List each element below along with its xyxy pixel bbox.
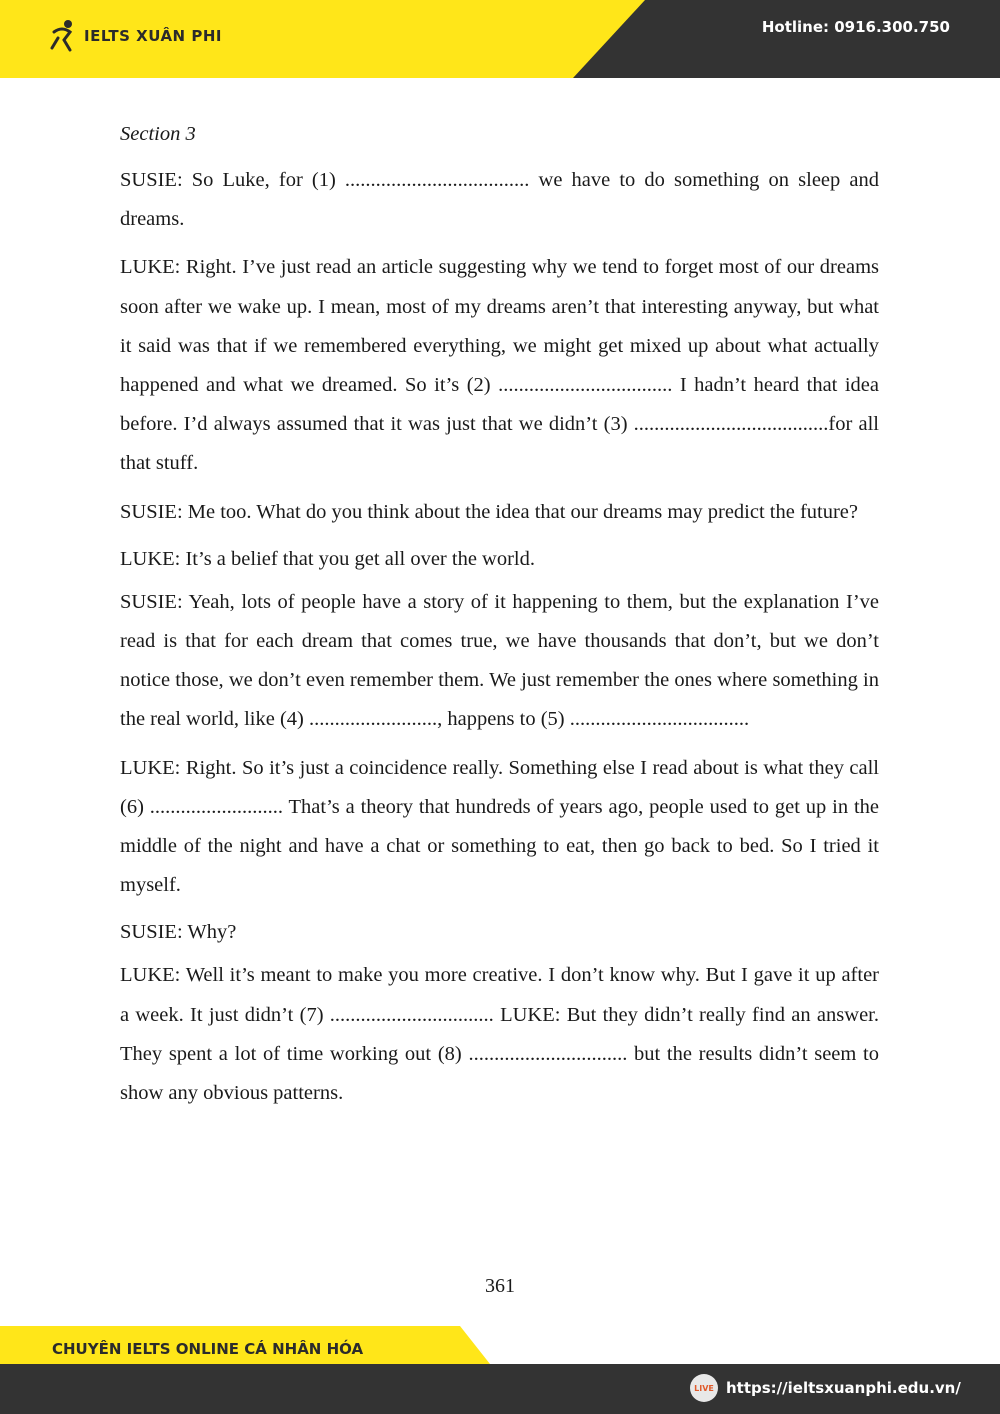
transcript [120, 115, 879, 1122]
dialogue-paragraph: SUSIE: So Luke, for (1) .................................... we have to do something on sleep and dreams. [120, 169, 879, 231]
live-worksheets-icon: LIVE [690, 1374, 718, 1402]
footer-tagline: CHUYÊN IELTS ONLINE CÁ NHÂN HÓA [52, 1340, 364, 1358]
page-header [0, 0, 1000, 78]
dialogue-paragraph: SUSIE: Why? [120, 921, 237, 944]
dialogue-paragraph: LUKE: Right. I’ve just read an article suggesting why we tend to forget most of our dreams soon after we wake up. I mean, most of my dreams aren’t that interesting anyway, but what it said was that if we remembered everything, we might get mixed up about what actually happened and what we dreamed. So it’s (2) .................................. I hadn’t heard that idea before. I’d always assumed that it was just that we didn’t (3) ......................................for all that stuff. [120, 256, 879, 475]
dialogue-paragraph: SUSIE: Me too. What do you think about the idea that our dreams may predict the future? [120, 500, 859, 523]
page-footer [0, 1326, 1000, 1414]
dialogue-paragraph: SUSIE: Yeah, lots of people have a story of it happening to them, but the explanation I’ve read is that for each dream that comes true, we have thousands that don’t, but we don’t notice those, we don’t even remember them. We just remember the ones where something in the real world, like (4) ........................., happens to (5) ................................... [120, 590, 879, 731]
dialogue-paragraph: LUKE: Well it’s meant to make you more creative. I don’t know why. But I gave it up after a week. It just didn’t (7) ................................ LUKE: But they didn’t really find an answer. They spent a lot of time working out (8) ............................... but the results didn’t seem to show any obvious patterns. [120, 964, 879, 1105]
footer-link[interactable] [690, 1374, 961, 1402]
dialogue-paragraph: LUKE: It’s a belief that you get all over the world. [120, 547, 536, 570]
hotline-text: Hotline: 0916.300.750 [761, 18, 950, 36]
page-number: 361 [485, 1275, 515, 1297]
brand-logo [48, 18, 222, 54]
section-title: Section 3 [120, 123, 196, 145]
brand-name: IELTS XUÂN PHI [84, 27, 222, 45]
website-url[interactable]: https://ieltsxuanphi.edu.vn/ [726, 1379, 961, 1397]
dialogue-paragraph: LUKE: Right. So it’s just a coincidence really. Something else I read about is what they call (6) .......................... That’s a theory that hundreds of years ago, people used to get up in the middle of the night and have a chat or something to eat, then go back to bed. So I tried it myself. [120, 756, 879, 897]
brand-runner-icon [48, 18, 78, 54]
